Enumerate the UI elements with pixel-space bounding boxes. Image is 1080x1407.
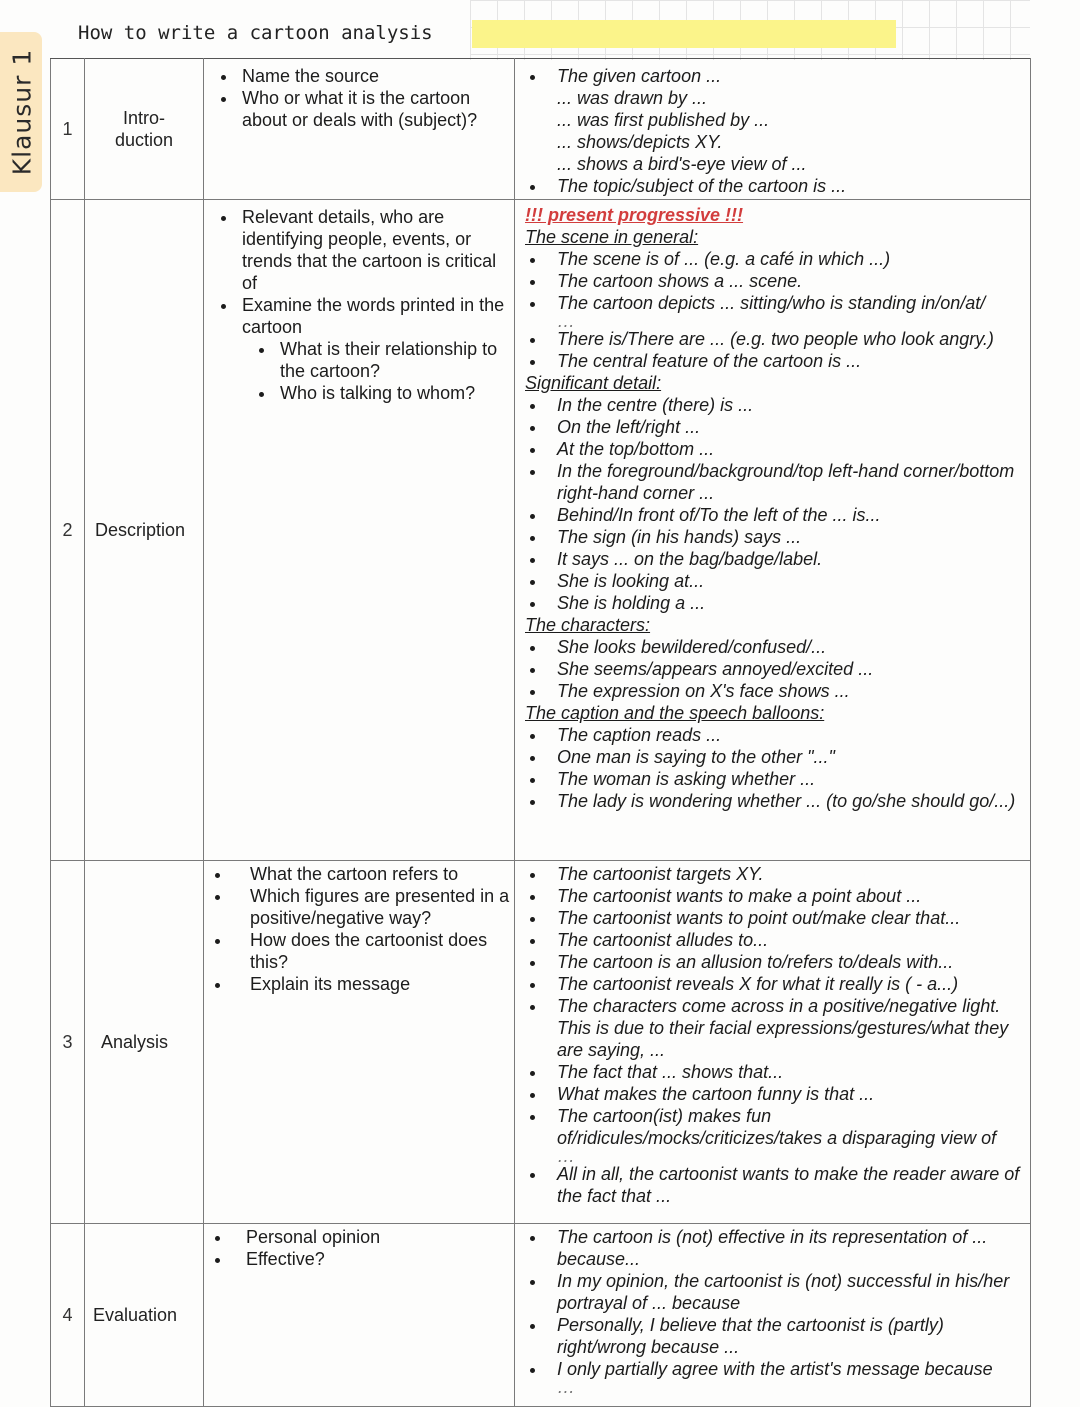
list-item: • In the foreground/background/top left-hand corner/bottom right-hand corner ...	[547, 460, 1030, 504]
list-item: • There is/There are ... (e.g. two people who look angry.)	[547, 328, 1030, 350]
ellipsis-mark: …	[557, 1377, 575, 1397]
phrase-list	[515, 175, 1030, 197]
table-row-evaluation	[51, 1224, 1031, 1407]
list-item: • The cartoonist wants to point out/make clear that...	[547, 907, 1030, 929]
list-item: • At the top/bottom ...	[547, 438, 1030, 460]
task-cell	[204, 200, 515, 861]
list-item: • The expression on X's face shows ...	[547, 680, 1030, 702]
list-item: • In the centre (there) is ...	[547, 394, 1030, 416]
phrase-cell	[515, 1224, 1031, 1407]
list-item: • Effective?	[232, 1248, 514, 1270]
analysis-table	[50, 58, 1031, 1407]
list-item: • The cartoonist alludes to...	[547, 929, 1030, 951]
list-item: • She is holding a ...	[547, 592, 1030, 614]
section-heading: The characters:	[525, 615, 651, 635]
list-item: • The cartoon shows a ... scene.	[547, 270, 1030, 292]
list-item: • The lady is wondering whether ... (to go/she should go/...)	[547, 790, 1030, 812]
table-row-introduction	[51, 59, 1031, 200]
row-number: 4	[51, 1224, 85, 1407]
list-item: • It says ... on the bag/badge/label.	[547, 548, 1030, 570]
list-item: ... was first published by ...	[557, 110, 770, 130]
phrase-list	[515, 65, 1030, 87]
phase-description: Description	[85, 200, 204, 861]
list-item: • Which figures are presented in a positive/negative way?	[232, 885, 514, 929]
warning-note: !!! present progressive !!!	[525, 205, 744, 225]
task-list	[204, 863, 514, 995]
phrase-list	[515, 328, 1030, 372]
list-item: • The woman is asking whether ...	[547, 768, 1030, 790]
list-item: • On the left/right ...	[547, 416, 1030, 438]
list-item: • The given cartoon ...	[547, 65, 1030, 87]
ellipsis-mark: …	[557, 1146, 575, 1166]
list-item: • In my opinion, the cartoonist is (not) successful in his/her portrayal of ... because	[547, 1270, 1030, 1314]
table-row-description	[51, 200, 1031, 861]
list-item: • Explain its message	[232, 973, 514, 995]
list-item: • The cartoonist wants to make a point about ...	[547, 885, 1030, 907]
task-list	[204, 206, 514, 338]
phase-introduction	[85, 59, 204, 200]
table-row-analysis	[51, 861, 1031, 1224]
row-number: 1	[51, 59, 85, 200]
sidebar-label: Klausur 1	[7, 48, 37, 176]
list-item: ... shows a bird's-eye view of ...	[557, 154, 807, 174]
phrase-cell	[515, 59, 1031, 200]
list-item: • Examine the words printed in the cartoon	[238, 294, 514, 338]
task-list	[204, 1226, 514, 1270]
list-item: • Who or what it is the cartoon about or deals with (subject)?	[238, 87, 514, 131]
page-title: How to write a cartoon analysis	[78, 22, 433, 44]
list-item: • The central feature of the cartoon is ...	[547, 350, 1030, 372]
phase-line: Intro-	[122, 108, 165, 128]
list-item: • The topic/subject of the cartoon is ...	[547, 175, 1030, 197]
list-item: • The caption reads ...	[547, 724, 1030, 746]
ellipsis-mark: …	[557, 311, 575, 331]
list-item: • The sign (in his hands) says ...	[547, 526, 1030, 548]
section-heading: The caption and the speech balloons:	[525, 703, 825, 723]
list-item: ... was drawn by ...	[557, 88, 708, 108]
list-item: • Personal opinion	[232, 1226, 514, 1248]
list-item: • One man is saying to the other "..."	[547, 746, 1030, 768]
highlighter-mark	[472, 20, 896, 48]
list-item: • The characters come across in a positive/negative light. This is due to their facial expressions/gestures/what they are saying, ...	[547, 995, 1030, 1061]
row-number: 2	[51, 200, 85, 861]
phrase-list	[515, 636, 1030, 702]
subtask-list	[204, 338, 514, 404]
list-item: • Behind/In front of/To the left of the ... is...	[547, 504, 1030, 526]
task-cell	[204, 861, 515, 1224]
list-item: • Relevant details, who are identifying people, events, or trends that the cartoon is critical of	[238, 206, 514, 294]
list-item: • She seems/appears annoyed/excited ...	[547, 658, 1030, 680]
list-item: • What the cartoon refers to	[232, 863, 514, 885]
phrase-list	[515, 1163, 1030, 1207]
phrase-list	[515, 724, 1030, 812]
list-item: • The cartoon depicts ... sitting/who is standing in/on/at/	[547, 292, 1030, 314]
list-item: • The scene is of ... (e.g. a café in which ...)	[547, 248, 1030, 270]
list-item: • Name the source	[238, 65, 514, 87]
phrase-cell	[515, 200, 1031, 861]
task-cell	[204, 1224, 515, 1407]
list-item: • What makes the cartoon funny is that ...	[547, 1083, 1030, 1105]
row-number: 3	[51, 861, 85, 1224]
list-item: • All in all, the cartoonist wants to make the reader aware of the fact that ...	[547, 1163, 1030, 1207]
list-item: • The cartoon is (not) effective in its representation of ... because...	[547, 1226, 1030, 1270]
phrase-list	[515, 248, 1030, 314]
list-item: • Who is talking to whom?	[276, 382, 514, 404]
phase-line: duction	[114, 130, 174, 150]
task-list	[204, 65, 514, 131]
list-item: • Personally, I believe that the cartoonist is (partly) right/wrong because ...	[547, 1314, 1030, 1358]
section-heading: Significant detail:	[525, 373, 662, 393]
list-item: • What is their relationship to the cartoon?	[276, 338, 514, 382]
phrase-continuation-list	[515, 87, 1030, 175]
list-item: • The fact that ... shows that...	[547, 1061, 1030, 1083]
section-heading: The scene in general:	[525, 227, 699, 247]
phase-analysis: Analysis	[85, 861, 204, 1224]
list-item: • The cartoonist targets XY.	[547, 863, 1030, 885]
list-item: • She is looking at...	[547, 570, 1030, 592]
list-item: • How does the cartoonist does this?	[232, 929, 514, 973]
phrase-list	[515, 1226, 1030, 1380]
list-item: • She looks bewildered/confused/...	[547, 636, 1030, 658]
list-item: ... shows/depicts XY.	[557, 132, 723, 152]
list-item: • The cartoonist reveals X for what it really is ( - a...)	[547, 973, 1030, 995]
list-item: • I only partially agree with the artist's message because	[547, 1358, 1030, 1380]
phase-evaluation: Evaluation	[85, 1224, 204, 1407]
list-item: • The cartoon is an allusion to/refers to/deals with...	[547, 951, 1030, 973]
phrase-list	[515, 863, 1030, 1149]
list-item: • The cartoon(ist) makes fun of/ridicules/mocks/criticizes/takes a disparaging view of	[547, 1105, 1030, 1149]
task-cell	[204, 59, 515, 200]
phrase-cell	[515, 861, 1031, 1224]
phrase-list	[515, 394, 1030, 614]
